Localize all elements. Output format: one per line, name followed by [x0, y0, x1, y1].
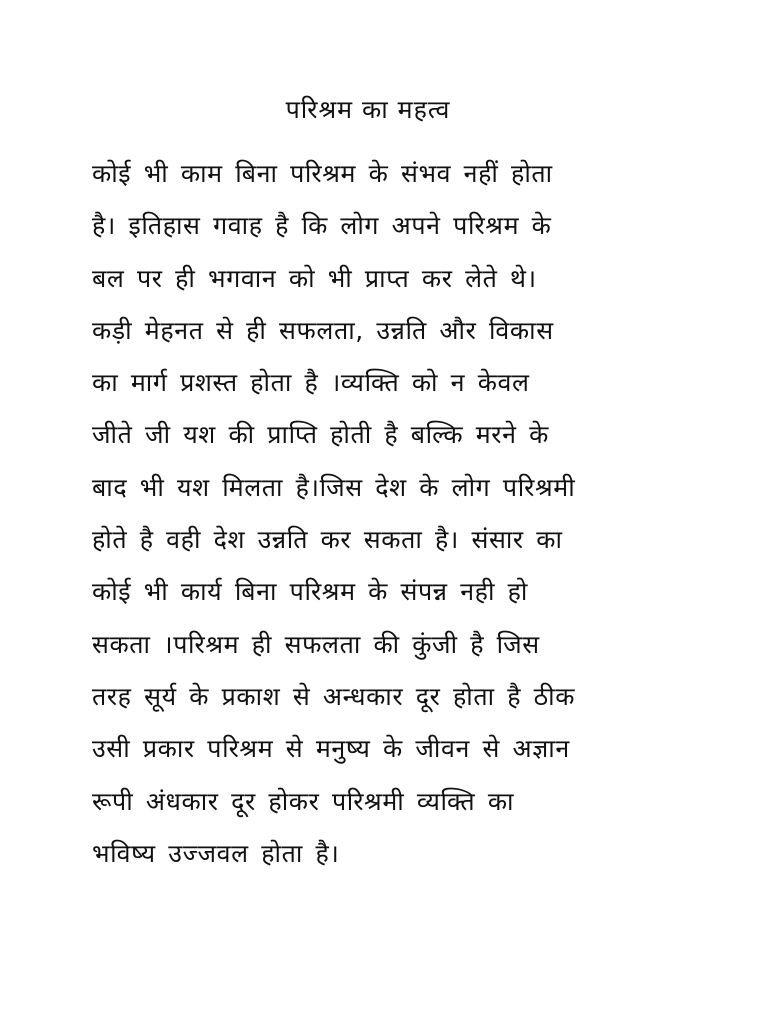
essay-line: है। इतिहास गवाह है कि लोग अपने परिश्रम के	[92, 211, 552, 241]
essay-line: कोई भी काम बिना परिश्रम के संभव नहीं होता	[92, 159, 553, 188]
essay-body	[92, 154, 692, 886]
essay-line: जीते जी यश की प्राप्ति होती है बल्कि मरने के	[92, 420, 549, 450]
essay-line: तरह सूर्य के प्रकाश से अन्धकार दूर होता है ठीक	[92, 681, 576, 711]
essay-line: भविष्य उज्जवल होता है।	[92, 838, 340, 868]
essay-line: रूपी अंधकार दूर होकर परिश्रमी व्यक्ति का	[92, 786, 515, 816]
essay-line: कोई भी कार्य बिना परिश्रम के संपन्न नही हो	[92, 577, 528, 607]
essay-title: परिश्रम का महत्व	[285, 95, 451, 124]
essay-line: होते है वही देश उन्नति कर सकता है। संसार का	[92, 525, 563, 555]
essay-line: सकता ।परिश्रम ही सफलता की कुंजी है जिस	[92, 629, 540, 659]
essay-line: कड़ी मेहनत से ही सफलता, उन्नति और विकास	[92, 315, 554, 345]
essay-line: बाद भी यश मिलता है।जिस देश के लोग परिश्रमी	[92, 472, 576, 502]
essay-line: का मार्ग प्रशस्त होता है ।व्यक्ति को न केवल	[92, 368, 530, 398]
essay-line: उसी प्रकार परिश्रम से मनुष्य के जीवन से अज्ञान	[92, 734, 570, 764]
essay-line: बल पर ही भगवान को भी प्राप्त कर लेते थे।	[92, 263, 537, 293]
